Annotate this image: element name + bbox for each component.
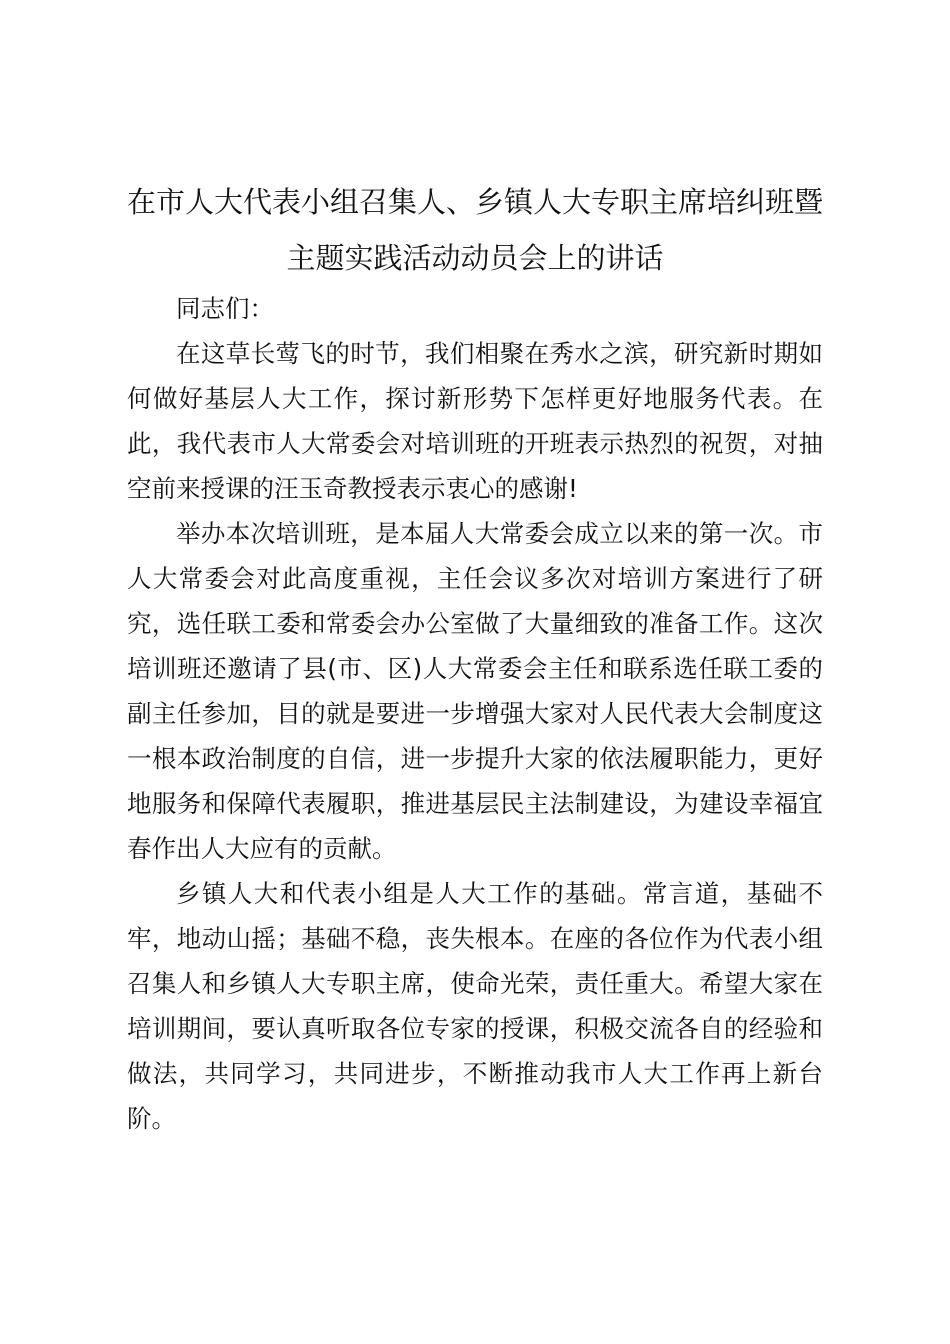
title-line-2: 主题实践活动动员会上的讲话 bbox=[286, 241, 664, 275]
greeting: 同志们： bbox=[176, 294, 274, 323]
paragraph-1: 在这草长莺飞的时节，我们相聚在秀水之滨，研究新时期如何做好基层人大工作，探讨新形势下怎样更好地服务代表。在此，我代表市人大常委会对培训班的开班表示热烈的祝贺，对抽空前来授课的汪玉奇教授表示衷心的感谢! bbox=[127, 339, 823, 503]
paragraph-3: 乡镇人大和代表小组是人大工作的基础。常言道，基础不牢，地动山摇；基础不稳，丧失根本。在座的各位作为代表小组召集人和乡镇人大专职主席，使命光荣，责任重大。希望大家在培训期间，要认真听取各位专家的授课，积极交流各自的经验和做法，共同学习，共同进步，不断推动我市人大工作再上新台阶。 bbox=[127, 879, 823, 1133]
paragraph-2: 举办本次培训班，是本届人大常委会成立以来的第一次。市人大常委会对此高度重视，主任会议多次对培训方案进行了研究，选任联工委和常委会办公室做了大量细致的准备工作。这次培训班还邀请了县(市、区)人大常委会主任和联系选任联工委的副主任参加，目的就是要进一步增强大家对人民代表大会制度这一根本政治制度的自信，进一步提升大家的依法履职能力，更好地服务和保障代表履职，推进基层民主法制建设，为建设幸福宜春作出人大应有的贡献。 bbox=[127, 519, 823, 863]
document-title bbox=[115, 174, 835, 286]
document-page bbox=[127, 174, 823, 1141]
title-line-1: 在市人大代表小组召集人、乡镇人大专职主席培纠班暨 bbox=[126, 185, 823, 219]
